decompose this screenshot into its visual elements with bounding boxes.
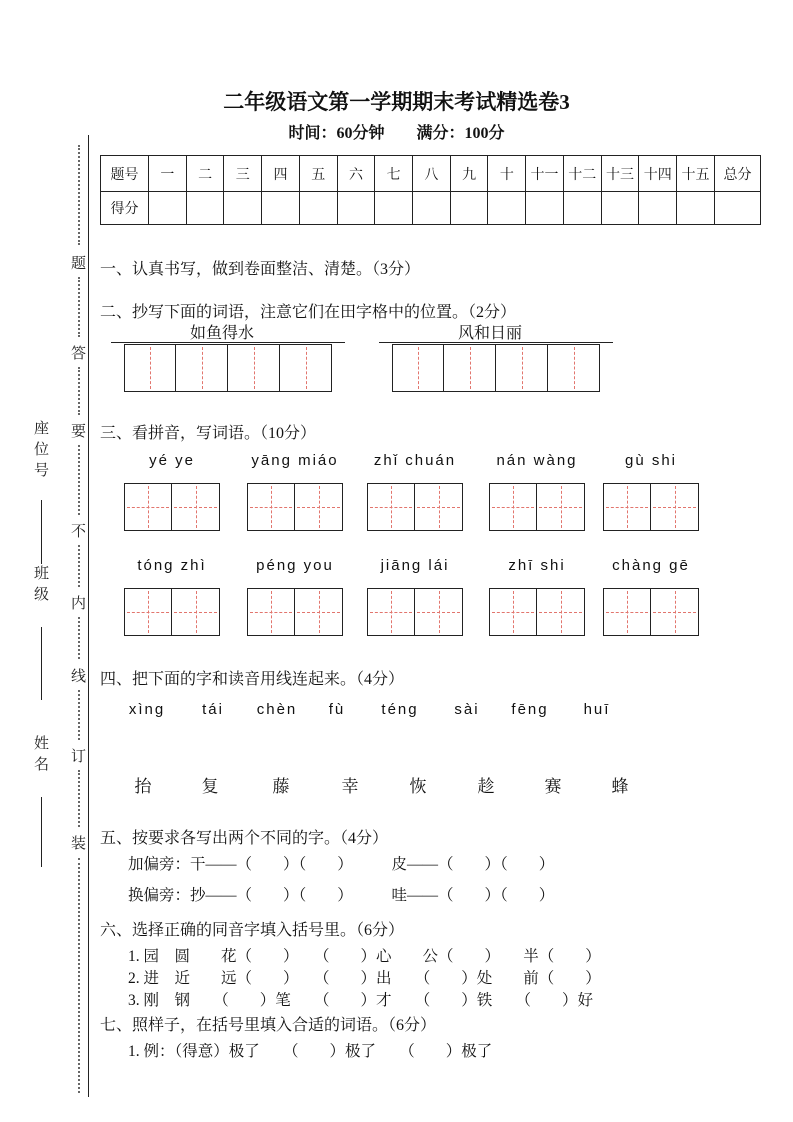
score-col: 十五	[677, 156, 715, 192]
binding-dots	[78, 445, 80, 515]
pinyin: péng you	[256, 557, 334, 574]
score-col: 三	[224, 156, 262, 192]
match-char: 藤	[272, 777, 290, 796]
binding-dots	[78, 367, 80, 415]
binding-char: 订	[70, 749, 86, 765]
score-col: 四	[262, 156, 300, 192]
binding-dots	[78, 545, 80, 587]
score-table-corner: 题号	[101, 156, 149, 192]
score-col: 十四	[639, 156, 677, 192]
binding-char: 装	[70, 836, 86, 852]
pinyin: fù	[328, 701, 346, 718]
grid-cell	[603, 483, 651, 531]
score-row-label: 得分	[101, 192, 149, 225]
score-col: 十一	[526, 156, 564, 192]
grid-cell	[295, 483, 343, 531]
q6-title: 六、选择正确的同音字填入括号里。（6分）	[100, 922, 405, 939]
tianzige-grid	[367, 483, 463, 531]
binding-dots	[78, 690, 80, 740]
score-cell	[413, 192, 451, 225]
score-cell	[149, 192, 187, 225]
pinyin: fēng	[511, 701, 549, 718]
binding-char: 要	[70, 424, 86, 440]
pinyin: huī	[583, 701, 611, 718]
tianzige-grid	[247, 588, 343, 636]
match-char: 赛	[544, 777, 562, 796]
name-line	[41, 797, 42, 867]
score-cell	[186, 192, 224, 225]
score-cell	[224, 192, 262, 225]
match-char: 恢	[409, 777, 427, 796]
grid-cell	[603, 588, 651, 636]
grid-cell	[415, 483, 463, 531]
class-label: 班级	[32, 565, 48, 607]
grid-cell	[444, 344, 496, 392]
score-cell-total	[715, 192, 761, 225]
score-col: 十	[488, 156, 526, 192]
seat-number-label: 座位号	[32, 420, 48, 483]
grid-cell	[392, 344, 444, 392]
score-cell	[601, 192, 639, 225]
grid-cell	[548, 344, 600, 392]
match-char: 趁	[477, 777, 495, 796]
pinyin: tóng zhì	[137, 557, 207, 574]
match-char: 蜂	[611, 777, 629, 796]
score-col: 七	[375, 156, 413, 192]
grid-cell	[124, 483, 172, 531]
grid-cell	[415, 588, 463, 636]
tianzige-grid	[124, 588, 220, 636]
grid-cell	[367, 483, 415, 531]
pinyin: chèn	[256, 701, 298, 718]
tianzige-grid	[124, 483, 220, 531]
tianzige-grid	[489, 483, 585, 531]
seat-number-line	[41, 500, 42, 564]
match-char: 抬	[134, 777, 152, 796]
grid-cell	[247, 483, 295, 531]
pinyin: yé ye	[149, 452, 195, 469]
score-cell	[526, 192, 564, 225]
q6-line: 2. 进 近 远（ ） （ ）出 （ ）处 前（ ）	[128, 970, 601, 987]
pinyin: tái	[202, 701, 224, 718]
grid-cell	[651, 483, 699, 531]
binding-char: 线	[70, 669, 86, 685]
score-col: 九	[450, 156, 488, 192]
q5-line: 换偏旁：抄——（ ）（ ） 哇——（ ）（ ）	[128, 887, 555, 904]
score-cell	[677, 192, 715, 225]
grid-cell	[489, 483, 537, 531]
tianzige-grid	[124, 344, 332, 392]
grid-cell	[124, 588, 172, 636]
binding-dots	[78, 277, 80, 337]
score-col: 五	[299, 156, 337, 192]
q7-line: 1. 例：（得意）极了 （ ）极了 （ ）极了	[128, 1043, 493, 1060]
score-col: 六	[337, 156, 375, 192]
tianzige-grid	[367, 588, 463, 636]
grid-cell	[367, 588, 415, 636]
tianzige-grid	[489, 588, 585, 636]
score-cell	[337, 192, 375, 225]
q4-title: 四、把下面的字和读音用线连起来。（4分）	[100, 671, 405, 688]
binding-dots	[78, 617, 80, 659]
pinyin: jiāng lái	[380, 557, 450, 574]
q6-line: 1. 园 圆 花（ ） （ ）心 公（ ） 半（ ）	[128, 948, 601, 965]
q5-line: 加偏旁：干——（ ）（ ） 皮——（ ）（ ）	[128, 856, 555, 873]
score-cell	[450, 192, 488, 225]
binding-line	[88, 135, 89, 1097]
grid-cell	[537, 588, 585, 636]
grid-cell	[537, 483, 585, 531]
q2-word: 风和日丽	[457, 325, 523, 342]
pinyin: zhǐ chuán	[373, 452, 457, 469]
pinyin: zhī shi	[508, 557, 566, 574]
binding-char: 答	[70, 346, 86, 362]
binding-char: 题	[70, 256, 86, 272]
score-cell	[375, 192, 413, 225]
name-label: 姓名	[32, 735, 48, 777]
binding-char: 不	[70, 524, 86, 540]
grid-cell	[651, 588, 699, 636]
tianzige-grid	[392, 344, 600, 392]
pinyin: yāng miáo	[251, 452, 339, 469]
pinyin: téng	[381, 701, 419, 718]
score-table-score-row	[101, 192, 761, 225]
grid-cell	[280, 344, 332, 392]
score-col: 二	[186, 156, 224, 192]
score-cell	[488, 192, 526, 225]
q3-title: 三、看拼音，写词语。（10分）	[100, 425, 317, 442]
grid-cell	[489, 588, 537, 636]
pinyin: nán wàng	[496, 452, 578, 469]
class-line	[41, 627, 42, 700]
q2-title: 二、抄写下面的词语，注意它们在田字格中的位置。（2分）	[100, 304, 517, 321]
match-char: 复	[201, 777, 219, 796]
binding-dots	[78, 145, 80, 245]
grid-cell	[172, 483, 220, 531]
score-col: 十三	[601, 156, 639, 192]
binding-dots	[78, 770, 80, 827]
grid-cell	[172, 588, 220, 636]
score-cell	[563, 192, 601, 225]
match-char: 幸	[341, 777, 359, 796]
score-table-header-row	[101, 156, 761, 192]
grid-cell	[295, 588, 343, 636]
score-col: 一	[149, 156, 187, 192]
q6-line: 3. 刚 钢 （ ）笔 （ ）才 （ ）铁 （ ）好	[128, 992, 594, 1009]
q1-title: 一、认真书写，做到卷面整洁、清楚。（3分）	[100, 261, 421, 278]
grid-cell	[228, 344, 280, 392]
tianzige-grid	[247, 483, 343, 531]
pinyin: chàng gē	[612, 557, 690, 574]
page-subtitle: 时间：60分钟 满分：100分	[288, 125, 505, 142]
pinyin: xìng	[128, 701, 166, 718]
pinyin: gù shi	[624, 452, 678, 469]
q2-word: 如鱼得水	[189, 325, 255, 342]
q7-title: 七、照样子，在括号里填入合适的词语。（6分）	[100, 1017, 437, 1034]
score-col: 十二	[563, 156, 601, 192]
pinyin: sài	[454, 701, 480, 718]
q5-title: 五、按要求各写出两个不同的字。（4分）	[100, 830, 389, 847]
binding-char: 内	[70, 596, 86, 612]
page-title: 二年级语文第一学期期末考试精选卷3	[223, 90, 570, 114]
tianzige-grid	[603, 588, 699, 636]
score-cell	[262, 192, 300, 225]
binding-dots	[78, 858, 80, 1093]
score-cell	[639, 192, 677, 225]
score-col: 八	[413, 156, 451, 192]
score-cell	[299, 192, 337, 225]
grid-cell	[496, 344, 548, 392]
tianzige-grid	[603, 483, 699, 531]
grid-cell	[247, 588, 295, 636]
grid-cell	[124, 344, 176, 392]
score-table	[100, 155, 761, 225]
grid-cell	[176, 344, 228, 392]
score-col-total: 总分	[715, 156, 761, 192]
